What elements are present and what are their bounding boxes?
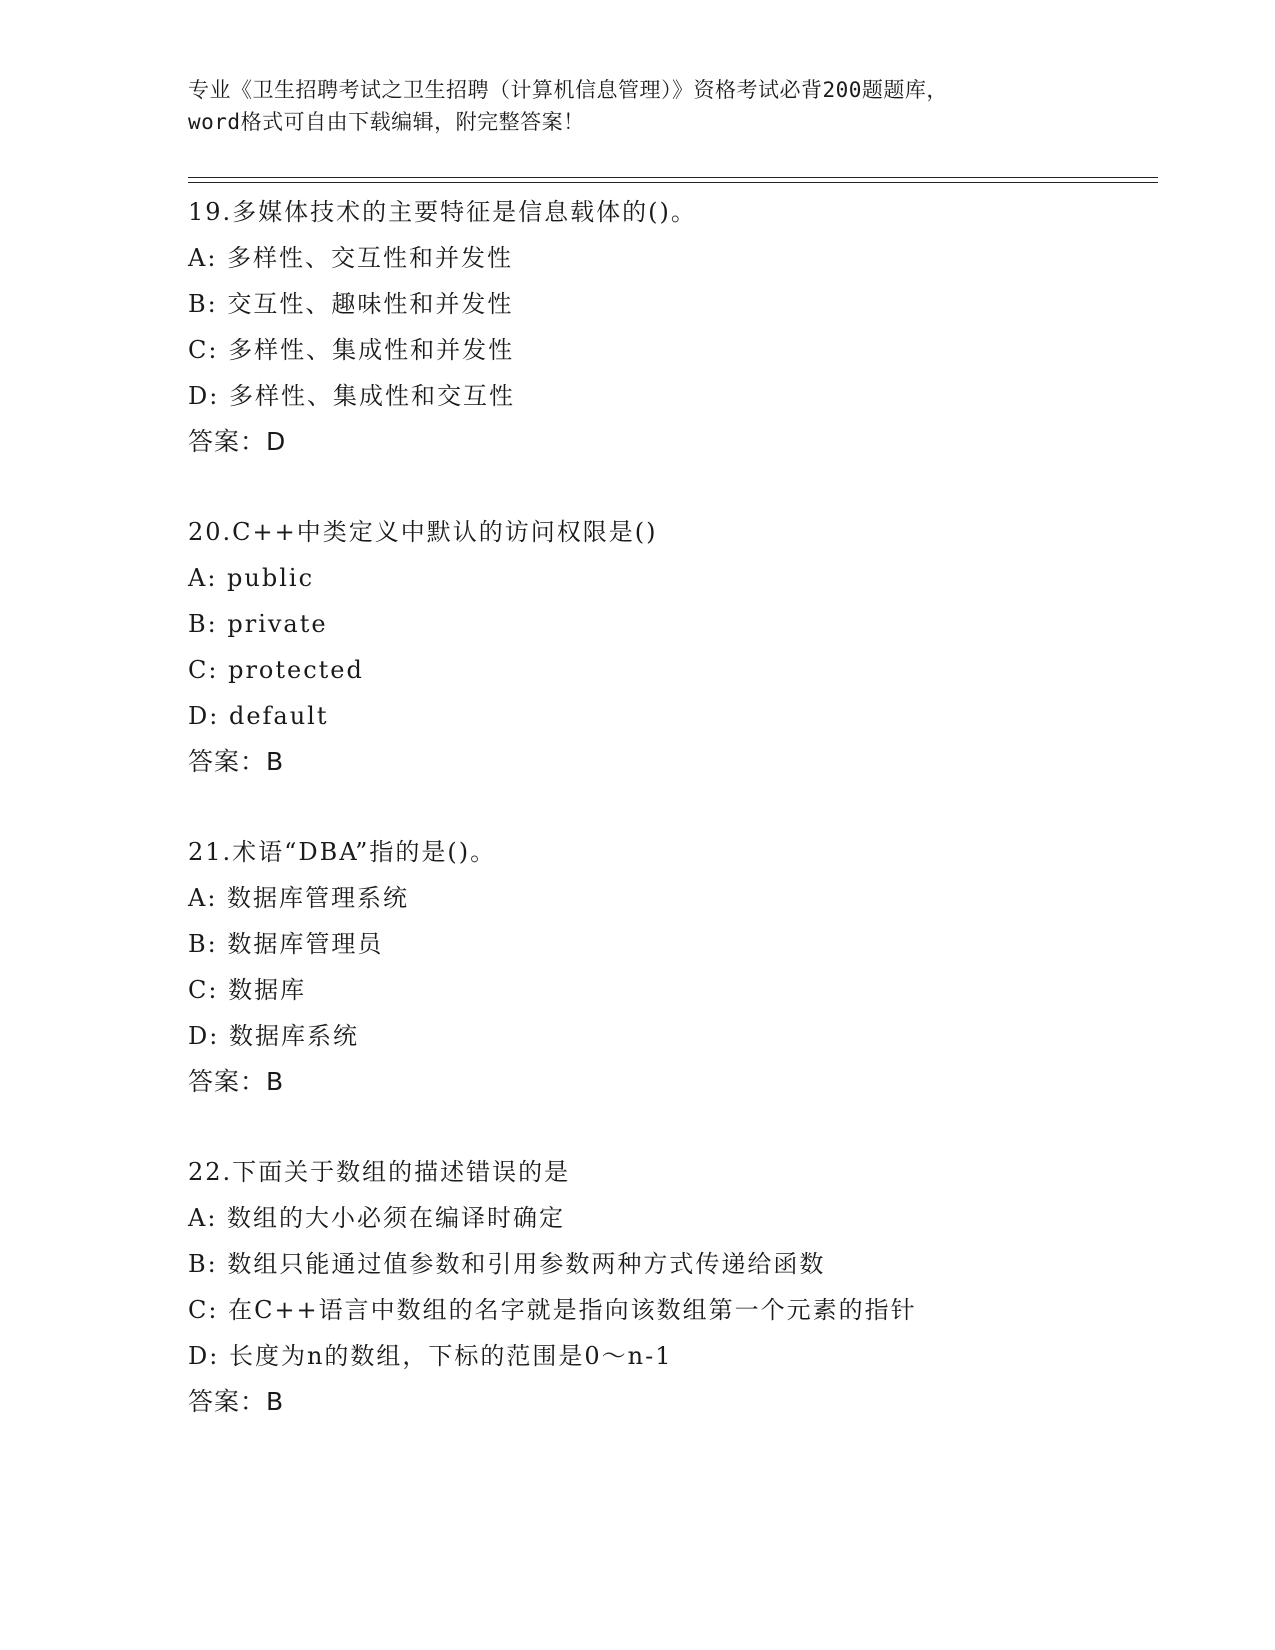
- header-divider: [188, 177, 1158, 183]
- option-b: B: private: [188, 610, 328, 638]
- question-22: [188, 1149, 1168, 1425]
- option-c: C: 在C++语言中数组的名字就是指向该数组第一个元素的指针: [188, 1296, 917, 1324]
- document-header: [188, 74, 1088, 138]
- option-d: D: 数据库系统: [188, 1022, 359, 1050]
- option-b: B: 交互性、趣味性和并发性: [188, 290, 514, 318]
- answer-label: 答案：B: [188, 1387, 285, 1416]
- question-21: [188, 829, 1168, 1105]
- question-20: [188, 509, 1168, 785]
- answer-label: 答案：D: [188, 427, 287, 456]
- answer-label: 答案：B: [188, 1067, 285, 1096]
- answer-label: 答案：B: [188, 747, 285, 776]
- option-d: D: 长度为n的数组，下标的范围是0～n-1: [188, 1342, 673, 1370]
- option-a: A: 多样性、交互性和并发性: [188, 244, 514, 272]
- option-c: C: 数据库: [188, 976, 307, 1004]
- question-19: [188, 189, 1168, 465]
- question-stem: 20.C++中类定义中默认的访问权限是(): [188, 518, 658, 546]
- option-d: D: default: [188, 702, 329, 730]
- question-stem: 21.术语“DBA”指的是()。: [188, 838, 497, 866]
- question-stem: 22.下面关于数组的描述错误的是: [188, 1158, 571, 1186]
- option-a: A: 数据库管理系统: [188, 884, 410, 912]
- option-c: C: 多样性、集成性和并发性: [188, 336, 515, 364]
- header-line-2: word格式可自由下载编辑，附完整答案！: [188, 110, 585, 134]
- header-line-1: 专业《卫生招聘考试之卫生招聘（计算机信息管理）》资格考试必背200题题库，: [188, 78, 948, 102]
- option-c: C: protected: [188, 656, 364, 684]
- option-a: A: public: [188, 564, 315, 592]
- option-b: B: 数组只能通过值参数和引用参数两种方式传递给函数: [188, 1250, 826, 1278]
- option-d: D: 多样性、集成性和交互性: [188, 382, 515, 410]
- option-b: B: 数据库管理员: [188, 930, 384, 958]
- question-stem: 19.多媒体技术的主要特征是信息载体的()。: [188, 198, 697, 226]
- option-a: A: 数组的大小必须在编译时确定: [188, 1204, 566, 1232]
